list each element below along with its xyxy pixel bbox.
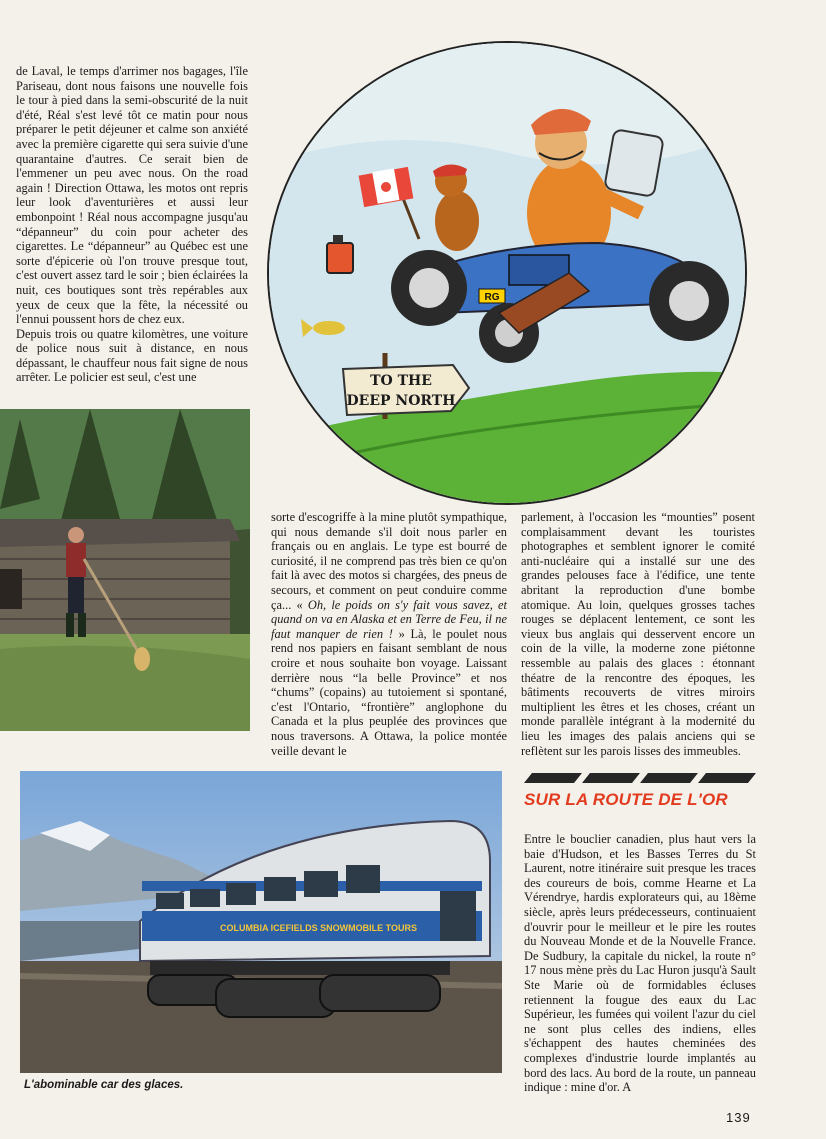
article-column-4	[524, 832, 756, 1095]
paragraph: Entre le bouclier canadien, plus haut vers la baie d'Hudson, et les Basses Terres du St Laurent, notre itinéraire suit presque les traces des coureurs de bois, comme Hearne et La Vérendrye, hardis explorateurs qui, au 18ème siècle, après leurs prédecesseurs, continuaient d'ouvrir pour le meilleur et le pire les routes du Nouveau Monde et de la Nouvelle France. De Sudbury, la capitale du nickel, la route n° 17 nous mène près du Lac Huron jusqu'à Sault Ste Marie où de formidables écluses retiennent la fougue des eaux du Lac Supérieur, les fumées qui voilent l'azur du ciel ne sont plus celles des indiens, elles s'échappent des hautes cheminées des complexes d'industrie lourde implantés au bord des lacs. Au bord de la route, un panneau indique : mine d'or. A	[524, 832, 756, 1095]
biker-illustration	[267, 41, 747, 505]
sign-text-line2: DEEP NORTH	[346, 393, 456, 409]
quote: Oh, le poids on s'y fait vous savez, et quand on va en Alaska et en Terre de Feu, il ne faut manquer de rien !	[271, 597, 507, 641]
sign-text-line1: TO THE	[370, 373, 432, 389]
bus-lettering: COLUMBIA ICEFIELDS SNOWMOBILE TOURS	[220, 923, 417, 933]
photo-caption: L'abominable car des glaces.	[24, 1079, 184, 1091]
paragraph: Depuis trois ou quatre kilomètres, une voiture de police nous suit à distance, en nous dépassant, le chauffeur nous fait signe de nous arrêter. Le policier est seul, c'est une	[16, 326, 248, 385]
text-run: sorte d'escogriffe à la mine plutôt sympathique, qui nous demande s'il doit nous parler en français ou en anglais. Le type est bourré de curiosité, il ne comprend pas très bien ce qu'on fait là avec des motos si chargées, des pneus de secours, et comment on peut conduire comme ça... «	[271, 510, 507, 612]
article-column-1	[16, 64, 248, 385]
article-column-3	[521, 510, 755, 758]
paragraph: parlement, à l'occasion les “mounties” posent complaisamment devant les touristes photographes et semblent ignorer le comité anti-nucléaire qui a installé sur une des grandes pelouses face à l'édifice, une tente abritant la reproduction d'une bombe atomique. Au loin, quelques grosses taches rouges se déplacent lentement, ce sont les vieux bus anglais qui desservent encore un coin de la ville, la moderne zone piétonne ressemble au palais des glaces : étonnant théatre de la rencontre des époques, les bâtiments recouverts de vitres miroirs multiplient les êtres et les choses, créant un monde parallèle intégrant à la modernité du lieu les images des palais anciens qui se reflètent sur les parois lisses des immeubles.	[521, 510, 755, 758]
cabin-photo	[0, 409, 250, 731]
page-number: 139	[726, 1110, 751, 1125]
paragraph	[271, 510, 507, 758]
section-heading: SUR LA ROUTE DE L'OR	[524, 790, 728, 809]
snowmobile-photo	[20, 771, 502, 1073]
paragraph: de Laval, le temps d'arrimer nos bagages, l'île Pariseau, dont nous faisons une nouvelle fois le tour à pied dans la semi-obscurité de la nuit d'été, Réal s'est levé tôt ce matin pour nous préparer le petit déjeuner et calme son anxiété avec la première cigarette qui sera suivie d'une quarantaine d'autres. Ce serait bien de l'emmener un peu avec nous. On the road again ! Direction Ottawa, les motos ont repris leur look d'aventurières et aussi leur embonpoint ! Réal nous accompagne jusqu'au “dépanneur” du coin pour acheter des cigarettes. Le “dépanneur” au Québec est une sorte d'épicerie où l'on trouve presque tout, c'est ouvert assez tard le soir ; bien éclairées la nuit, ces boutiques sont très repérables aux yeux de ceux que la fête, la nécessité ou l'ennui poussent hors de chez eux.	[16, 64, 248, 327]
article-column-2	[271, 510, 507, 758]
section-divider	[524, 773, 756, 783]
license-plate: RG	[484, 292, 500, 303]
text-run: » Là, le poulet nous rend nos papiers en faisant semblant de nous croire et nous souhaite bon voyage. Laissant derrière nous “la belle Province” et nos “chums” (copains) au tutoiement si spontané, c'est l'Ontario, “frontière” anglophone du Canada et la plus peuplée des provinces que nous traversons. A Ottawa, la police montée veille devant le	[271, 626, 507, 758]
